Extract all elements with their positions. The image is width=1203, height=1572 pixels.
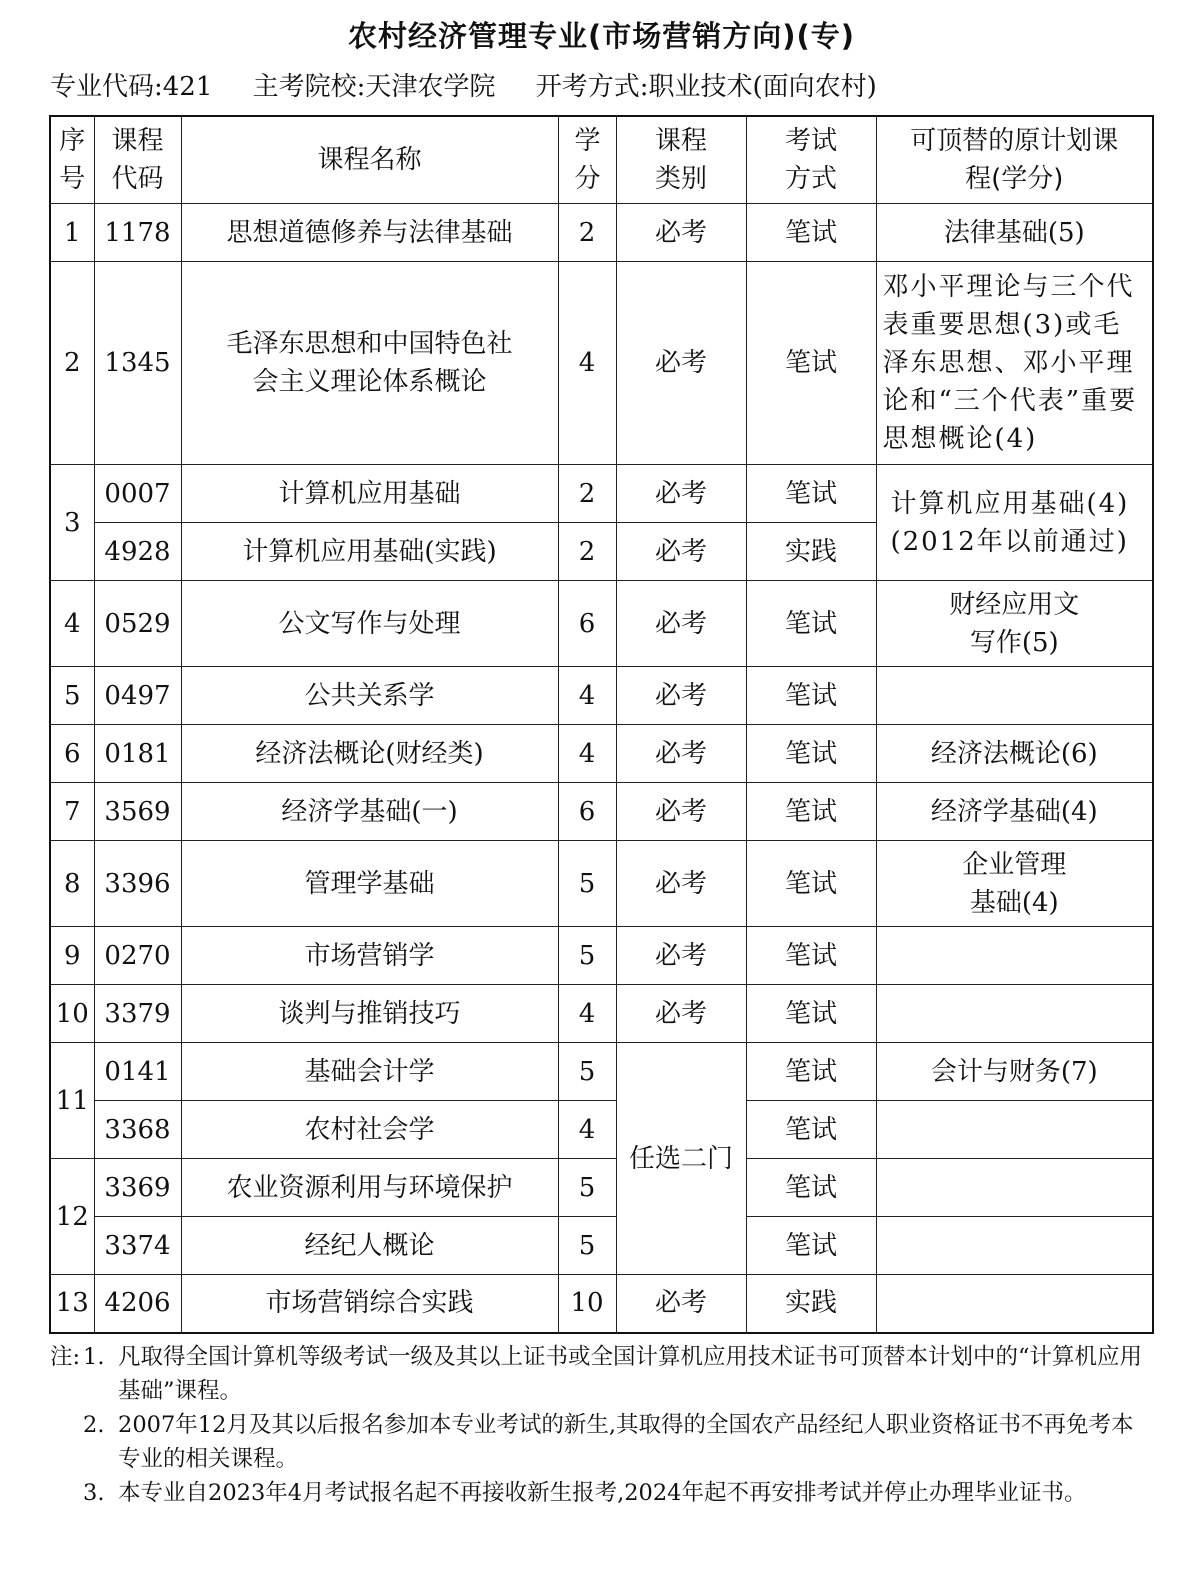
exam-school: 主考院校:天津农学院 xyxy=(252,72,496,102)
cell-replace: 经济学基础(4) xyxy=(876,783,1153,841)
footnote-lead: 注: xyxy=(50,1344,81,1370)
cell-replace: 企业管理基础(4) xyxy=(876,841,1153,927)
cell-name: 经纪人概论 xyxy=(181,1217,558,1275)
cell-credit: 5 xyxy=(558,1043,616,1101)
cell-replace: 计算机应用基础(4)(2012年以前通过) xyxy=(876,465,1153,581)
table-row xyxy=(50,1217,1153,1275)
table-row xyxy=(50,725,1153,783)
table-row xyxy=(50,667,1153,725)
cell-seq: 1 xyxy=(50,204,94,262)
footnote-item xyxy=(50,1408,1155,1476)
table-row xyxy=(50,1043,1153,1101)
cell-code: 3379 xyxy=(94,985,181,1043)
header-name: 课程名称 xyxy=(181,116,558,204)
cell-exam: 笔试 xyxy=(746,985,876,1043)
cell-type: 必考 xyxy=(616,262,746,465)
cell-code: 3374 xyxy=(94,1217,181,1275)
table-row xyxy=(50,985,1153,1043)
cell-exam: 笔试 xyxy=(746,667,876,725)
cell-replace xyxy=(876,1217,1153,1275)
footnote-item xyxy=(50,1476,1155,1510)
cell-name: 谈判与推销技巧 xyxy=(181,985,558,1043)
cell-name: 市场营销综合实践 xyxy=(181,1275,558,1333)
cell-replace: 财经应用文写作(5) xyxy=(876,581,1153,667)
cell-seq: 4 xyxy=(50,581,94,667)
cell-replace: 法律基础(5) xyxy=(876,204,1153,262)
cell-seq: 6 xyxy=(50,725,94,783)
cell-exam: 笔试 xyxy=(746,465,876,523)
table-row xyxy=(50,927,1153,985)
cell-replace: 会计与财务(7) xyxy=(876,1043,1153,1101)
cell-code: 0141 xyxy=(94,1043,181,1101)
cell-exam: 笔试 xyxy=(746,841,876,927)
cell-type: 必考 xyxy=(616,465,746,523)
cell-type: 必考 xyxy=(616,985,746,1043)
header-seq: 序号 xyxy=(50,116,94,204)
cell-code: 1178 xyxy=(94,204,181,262)
cell-exam: 实践 xyxy=(746,1275,876,1333)
cell-code: 0007 xyxy=(94,465,181,523)
cell-type: 必考 xyxy=(616,204,746,262)
cell-name: 经济法概论(财经类) xyxy=(181,725,558,783)
cell-credit: 6 xyxy=(558,783,616,841)
cell-replace xyxy=(876,927,1153,985)
cell-name: 农业资源利用与环境保护 xyxy=(181,1159,558,1217)
cell-name: 管理学基础 xyxy=(181,841,558,927)
cell-credit: 4 xyxy=(558,725,616,783)
cell-type: 必考 xyxy=(616,725,746,783)
cell-credit: 6 xyxy=(558,581,616,667)
cell-exam: 笔试 xyxy=(746,1043,876,1101)
table-row xyxy=(50,1159,1153,1217)
footnote-text: 凡取得全国计算机等级考试一级及其以上证书或全国计算机应用技术证书可顶替本计划中的“计算机应用基础”课程。 xyxy=(118,1344,1143,1404)
cell-credit: 2 xyxy=(558,465,616,523)
cell-code: 3396 xyxy=(94,841,181,927)
cell-name: 公共关系学 xyxy=(181,667,558,725)
cell-name: 经济学基础(一) xyxy=(181,783,558,841)
cell-credit: 2 xyxy=(558,523,616,581)
major-meta xyxy=(50,66,909,103)
cell-exam: 笔试 xyxy=(746,927,876,985)
cell-credit: 2 xyxy=(558,204,616,262)
cell-exam: 笔试 xyxy=(746,725,876,783)
cell-name: 计算机应用基础 xyxy=(181,465,558,523)
cell-code: 4928 xyxy=(94,523,181,581)
cell-replace xyxy=(876,667,1153,725)
exam-mode: 开考方式:职业技术(面向农村) xyxy=(535,72,877,102)
cell-credit: 5 xyxy=(558,841,616,927)
footnote-text: 本专业自2023年4月考试报名起不再接收新生报考,2024年起不再安排考试并停止办理毕业证书。 xyxy=(118,1480,1087,1506)
header-code: 课程代码 xyxy=(94,116,181,204)
cell-name: 农村社会学 xyxy=(181,1101,558,1159)
cell-seq: 5 xyxy=(50,667,94,725)
cell-seq: 10 xyxy=(50,985,94,1043)
table-row xyxy=(50,465,1153,523)
header-type: 课程类别 xyxy=(616,116,746,204)
cell-exam: 笔试 xyxy=(746,1217,876,1275)
major-code: 专业代码:421 xyxy=(50,72,213,102)
cell-credit: 5 xyxy=(558,927,616,985)
cell-code: 0270 xyxy=(94,927,181,985)
header-replace: 可顶替的原计划课程(学分) xyxy=(876,116,1153,204)
cell-credit: 10 xyxy=(558,1275,616,1333)
footnote-number: 1. xyxy=(83,1344,105,1370)
cell-exam: 笔试 xyxy=(746,262,876,465)
cell-credit: 4 xyxy=(558,985,616,1043)
cell-type: 任选二门 xyxy=(616,1043,746,1275)
cell-code: 1345 xyxy=(94,262,181,465)
cell-exam: 笔试 xyxy=(746,1101,876,1159)
cell-code: 3369 xyxy=(94,1159,181,1217)
cell-seq: 9 xyxy=(50,927,94,985)
cell-seq: 12 xyxy=(50,1159,94,1275)
cell-code: 0497 xyxy=(94,667,181,725)
header-exam: 考试方式 xyxy=(746,116,876,204)
cell-replace: 邓小平理论与三个代表重要思想(3)或毛泽东思想、邓小平理论和“三个代表”重要思想概论(4) xyxy=(876,262,1153,465)
cell-code: 3569 xyxy=(94,783,181,841)
cell-name: 毛泽东思想和中国特色社会主义理论体系概论 xyxy=(181,262,558,465)
cell-type: 必考 xyxy=(616,581,746,667)
cell-seq: 8 xyxy=(50,841,94,927)
cell-replace xyxy=(876,1275,1153,1333)
cell-name: 计算机应用基础(实践) xyxy=(181,523,558,581)
table-row xyxy=(50,581,1153,667)
cell-type: 必考 xyxy=(616,841,746,927)
cell-name: 思想道德修养与法律基础 xyxy=(181,204,558,262)
cell-type: 必考 xyxy=(616,783,746,841)
cell-name: 市场营销学 xyxy=(181,927,558,985)
course-table xyxy=(49,115,1154,1334)
cell-type: 必考 xyxy=(616,1275,746,1333)
table-row xyxy=(50,1101,1153,1159)
cell-credit: 4 xyxy=(558,667,616,725)
cell-seq: 2 xyxy=(50,262,94,465)
cell-type: 必考 xyxy=(616,523,746,581)
table-row xyxy=(50,262,1153,465)
header-credit: 学分 xyxy=(558,116,616,204)
footnote-number: 3. xyxy=(83,1480,105,1506)
cell-type: 必考 xyxy=(616,927,746,985)
cell-seq: 7 xyxy=(50,783,94,841)
cell-code: 0181 xyxy=(94,725,181,783)
cell-credit: 5 xyxy=(558,1159,616,1217)
cell-exam: 笔试 xyxy=(746,783,876,841)
cell-exam: 笔试 xyxy=(746,581,876,667)
cell-credit: 4 xyxy=(558,262,616,465)
cell-seq: 3 xyxy=(50,465,94,581)
cell-replace: 经济法概论(6) xyxy=(876,725,1153,783)
cell-replace xyxy=(876,1101,1153,1159)
page-title: 农村经济管理专业(市场营销方向)(专) xyxy=(347,19,856,53)
cell-exam: 笔试 xyxy=(746,1159,876,1217)
cell-credit: 5 xyxy=(558,1217,616,1275)
cell-exam: 笔试 xyxy=(746,204,876,262)
cell-seq: 11 xyxy=(50,1043,94,1159)
footnote-number: 2. xyxy=(83,1412,105,1438)
cell-code: 3368 xyxy=(94,1101,181,1159)
cell-replace xyxy=(876,985,1153,1043)
cell-exam: 实践 xyxy=(746,523,876,581)
footnotes xyxy=(50,1340,1155,1510)
cell-name: 公文写作与处理 xyxy=(181,581,558,667)
table-row xyxy=(50,204,1153,262)
cell-seq: 13 xyxy=(50,1275,94,1333)
footnote-item xyxy=(50,1340,1155,1408)
cell-code: 0529 xyxy=(94,581,181,667)
table-header-row xyxy=(50,116,1153,204)
cell-replace xyxy=(876,1159,1153,1217)
footnote-text: 2007年12月及其以后报名参加本专业考试的新生,其取得的全国农产品经纪人职业资格证书不再免考本专业的相关课程。 xyxy=(118,1412,1134,1472)
table-row xyxy=(50,841,1153,927)
cell-type: 必考 xyxy=(616,667,746,725)
table-row xyxy=(50,1275,1153,1333)
cell-credit: 4 xyxy=(558,1101,616,1159)
cell-code: 4206 xyxy=(94,1275,181,1333)
cell-name: 基础会计学 xyxy=(181,1043,558,1101)
table-row xyxy=(50,783,1153,841)
